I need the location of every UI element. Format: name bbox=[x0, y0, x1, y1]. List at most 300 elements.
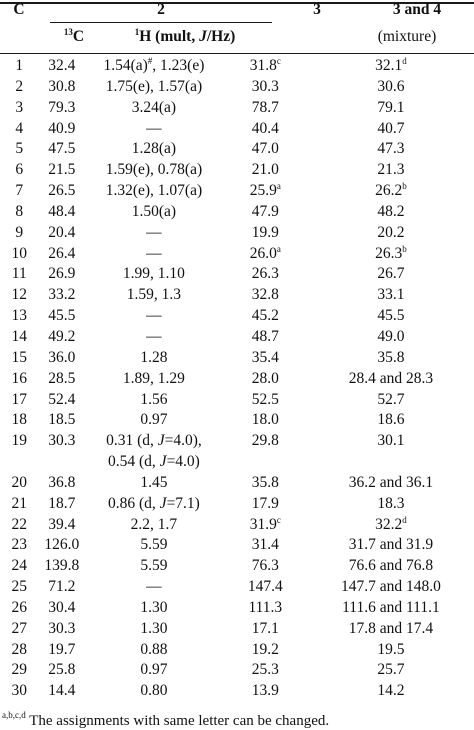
footnote: $^{a,b,c,d}$ The assignments with same letter can be changed. bbox=[2, 710, 330, 729]
carbon-number: 4 bbox=[15, 119, 24, 137]
cell-compound-3 bbox=[223, 369, 308, 390]
compound-3-shift: 19.9 bbox=[251, 223, 279, 241]
cell-mixture bbox=[308, 681, 474, 702]
compound-3-shift: 111.3 bbox=[248, 598, 283, 616]
table-row bbox=[0, 202, 474, 223]
cell-compound-3 bbox=[223, 285, 308, 306]
mixture-shift: 17.8 and 17.4 bbox=[348, 619, 434, 637]
footnote-marker: c bbox=[276, 514, 281, 525]
table-row bbox=[0, 285, 474, 306]
cell-13c-shift bbox=[38, 431, 85, 473]
table-row bbox=[0, 515, 474, 536]
compound-3-shift: 26.3 bbox=[251, 265, 279, 283]
mixture-shift: 48.2 bbox=[377, 202, 405, 220]
h1-shift-line2: 0.54 (d, J=4.0) bbox=[108, 453, 200, 471]
table-row bbox=[0, 577, 474, 598]
table-row bbox=[0, 494, 474, 515]
mixture-shift: 31.7 and 31.9 bbox=[348, 536, 434, 554]
c13-shift: 40.9 bbox=[48, 119, 76, 137]
c13-shift: 19.7 bbox=[48, 640, 76, 658]
table-row bbox=[0, 77, 474, 98]
cell-13c-shift bbox=[38, 223, 85, 244]
c13-shift: 25.8 bbox=[48, 661, 76, 679]
carbon-number: 30 bbox=[11, 682, 27, 700]
cell-1h-shift bbox=[85, 327, 223, 348]
compound-3-shift: 13.9 bbox=[251, 682, 279, 700]
table-row bbox=[0, 327, 474, 348]
cell-mixture bbox=[308, 410, 474, 431]
cell-carbon-number bbox=[0, 369, 38, 390]
cell-carbon-number bbox=[0, 77, 38, 98]
c13-shift: 32.4 bbox=[48, 57, 76, 74]
cell-mixture bbox=[308, 244, 474, 265]
footnote-marker: a bbox=[276, 181, 281, 192]
cell-carbon-number bbox=[0, 119, 38, 140]
compound-3-shift: 18.0 bbox=[251, 411, 279, 429]
cell-compound-3 bbox=[223, 119, 308, 140]
carbon-number: 19 bbox=[11, 432, 27, 450]
h1-shift: 1.75(e), 1.57(a) bbox=[105, 77, 203, 95]
compound-3-shift: 17.1 bbox=[251, 619, 279, 637]
cell-compound-3 bbox=[223, 160, 308, 181]
cell-carbon-number bbox=[0, 640, 38, 661]
h1-shift: — bbox=[146, 307, 162, 325]
cell-mixture bbox=[308, 139, 474, 160]
compound-3-shift: 21.0 bbox=[251, 161, 279, 179]
cell-carbon-number bbox=[0, 390, 38, 411]
carbon-number: 18 bbox=[11, 411, 27, 429]
carbon-number: 16 bbox=[11, 369, 27, 387]
cell-1h-shift bbox=[85, 681, 223, 702]
cell-13c-shift bbox=[38, 515, 85, 536]
cell-13c-shift bbox=[38, 202, 85, 223]
compound-3-shift: 19.2 bbox=[251, 640, 279, 658]
carbon-number: 10 bbox=[11, 244, 27, 262]
cell-1h-shift bbox=[85, 223, 223, 244]
mixture-shift: 52.7 bbox=[377, 390, 405, 408]
footnote-marker: d bbox=[402, 514, 407, 525]
mixture-shift: 47.3 bbox=[377, 140, 405, 158]
compound-3-shift: 31.4 bbox=[251, 536, 279, 554]
cell-compound-3 bbox=[223, 681, 308, 702]
carbon-number: 8 bbox=[15, 202, 24, 220]
cell-1h-shift bbox=[85, 390, 223, 411]
cell-13c-shift bbox=[38, 494, 85, 515]
cell-13c-shift bbox=[38, 98, 85, 119]
mixture-shift: 40.7 bbox=[377, 119, 405, 137]
coupling-symbol: J bbox=[159, 453, 167, 471]
cell-mixture bbox=[308, 160, 474, 181]
cell-mixture bbox=[308, 640, 474, 661]
cell-13c-shift bbox=[38, 285, 85, 306]
cell-compound-3 bbox=[223, 306, 308, 327]
compound-3-shift: 35.8 bbox=[251, 473, 279, 491]
mixture-shift: 147.7 and 148.0 bbox=[340, 578, 441, 596]
cell-compound-3 bbox=[223, 139, 308, 160]
compound-2-underline bbox=[50, 22, 272, 23]
h1-shift: — bbox=[146, 244, 162, 262]
cell-1h-shift bbox=[85, 515, 223, 536]
carbon-number: 27 bbox=[11, 619, 27, 637]
c13-shift: 71.2 bbox=[48, 578, 76, 596]
table-row bbox=[0, 306, 474, 327]
mixture-shift: 49.0 bbox=[377, 327, 405, 345]
c13-shift: 30.3 bbox=[48, 619, 76, 637]
mixture-shift: 32.1 bbox=[375, 57, 403, 74]
cell-1h-shift bbox=[85, 119, 223, 140]
h1-shift: 1.56 bbox=[140, 390, 168, 408]
cell-1h-shift bbox=[85, 598, 223, 619]
mixture-shift: 28.4 and 28.3 bbox=[348, 369, 434, 387]
h1-shift: 0.80 bbox=[140, 682, 168, 700]
cell-compound-3 bbox=[223, 431, 308, 473]
table-row bbox=[0, 640, 474, 661]
cell-13c-shift bbox=[38, 160, 85, 181]
cell-1h-shift bbox=[85, 410, 223, 431]
mixture-shift: 21.3 bbox=[377, 161, 405, 179]
cell-compound-3 bbox=[223, 77, 308, 98]
h1-shift: 5.59 bbox=[140, 536, 168, 554]
cell-compound-3 bbox=[223, 410, 308, 431]
cell-13c-shift bbox=[38, 181, 85, 202]
cell-carbon-number bbox=[0, 202, 38, 223]
footnote-marker: d bbox=[402, 56, 407, 66]
cell-mixture bbox=[308, 598, 474, 619]
c13-shift: 30.8 bbox=[48, 77, 76, 95]
cell-1h-shift bbox=[85, 285, 223, 306]
mixture-shift: 20.2 bbox=[377, 223, 405, 241]
header-col-compound-3-and-4: 3 and 4 bbox=[392, 1, 442, 18]
h1-shift: — bbox=[146, 223, 162, 241]
cell-mixture bbox=[308, 390, 474, 411]
table-row bbox=[0, 556, 474, 577]
cell-carbon-number bbox=[0, 98, 38, 119]
table-row bbox=[0, 264, 474, 285]
cell-13c-shift bbox=[38, 577, 85, 598]
cell-1h-shift bbox=[85, 535, 223, 556]
cell-mixture bbox=[308, 515, 474, 536]
mixture-shift: 35.8 bbox=[377, 348, 405, 366]
mixture-shift: 36.2 and 36.1 bbox=[348, 473, 434, 491]
cell-carbon-number bbox=[0, 535, 38, 556]
c13-shift: 21.5 bbox=[48, 161, 76, 179]
cell-mixture bbox=[308, 223, 474, 244]
carbon-number: 24 bbox=[11, 557, 27, 575]
cell-mixture bbox=[308, 660, 474, 681]
h1-shift: — bbox=[146, 327, 162, 345]
compound-3-shift: 147.4 bbox=[247, 578, 283, 596]
h1-shift: 0.97 bbox=[140, 411, 168, 429]
mixture-shift: 18.3 bbox=[377, 494, 405, 512]
footnote-marker: # bbox=[147, 56, 153, 66]
cell-1h-shift bbox=[85, 431, 223, 473]
cell-carbon-number bbox=[0, 515, 38, 536]
cell-13c-shift bbox=[38, 556, 85, 577]
cell-13c-shift bbox=[38, 306, 85, 327]
carbon-number: 2 bbox=[15, 77, 24, 95]
compound-3-shift: 35.4 bbox=[251, 348, 279, 366]
cell-1h-shift bbox=[85, 306, 223, 327]
mixture-shift: 33.1 bbox=[377, 286, 405, 304]
table-row bbox=[0, 98, 474, 119]
h1-shift: 1.59(e), 0.78(a) bbox=[105, 161, 203, 179]
cell-1h-shift bbox=[85, 577, 223, 598]
cell-mixture bbox=[308, 535, 474, 556]
table-row bbox=[0, 681, 474, 702]
c13-shift: 126.0 bbox=[44, 536, 80, 554]
header-bottom-rule bbox=[0, 53, 474, 54]
table-row bbox=[0, 369, 474, 390]
compound-3-shift: 45.2 bbox=[251, 307, 279, 325]
mixture-shift: 30.1 bbox=[377, 432, 405, 450]
cell-1h-shift bbox=[85, 244, 223, 265]
cell-mixture bbox=[308, 494, 474, 515]
carbon-number: 3 bbox=[15, 98, 24, 116]
compound-3-shift: 17.9 bbox=[251, 494, 279, 512]
cell-mixture bbox=[308, 619, 474, 640]
table-row bbox=[0, 160, 474, 181]
table-row bbox=[0, 619, 474, 640]
cell-compound-3 bbox=[223, 327, 308, 348]
cell-carbon-number bbox=[0, 160, 38, 181]
cell-13c-shift bbox=[38, 535, 85, 556]
cell-carbon-number bbox=[0, 223, 38, 244]
c13-shift: 30.4 bbox=[48, 598, 76, 616]
cell-compound-3 bbox=[223, 98, 308, 119]
compound-3-shift: 25.3 bbox=[251, 661, 279, 679]
carbon-number: 28 bbox=[11, 640, 27, 658]
compound-3-shift: 31.9 bbox=[249, 515, 277, 533]
cell-13c-shift bbox=[38, 598, 85, 619]
table-row bbox=[0, 660, 474, 681]
cell-13c-shift bbox=[38, 473, 85, 494]
cell-mixture bbox=[308, 431, 474, 473]
cell-1h-shift bbox=[85, 473, 223, 494]
cell-1h-shift bbox=[85, 640, 223, 661]
carbon-number: 6 bbox=[15, 161, 24, 179]
compound-3-shift: 52.5 bbox=[251, 390, 279, 408]
table-row bbox=[0, 535, 474, 556]
table-row bbox=[0, 244, 474, 265]
compound-3-shift: 30.3 bbox=[251, 77, 279, 95]
header-mixture: (mixture) bbox=[377, 28, 437, 45]
h1-shift: 0.86 (d, J=7.1) bbox=[108, 494, 200, 512]
cell-carbon-number bbox=[0, 577, 38, 598]
c13-shift: 36.0 bbox=[48, 348, 76, 366]
h1-shift: 1.45 bbox=[140, 473, 168, 491]
compound-3-shift: 25.9 bbox=[249, 182, 277, 200]
table-row bbox=[0, 473, 474, 494]
data-table-body bbox=[0, 56, 474, 702]
footnote-marker: a bbox=[276, 243, 281, 254]
cell-mixture bbox=[308, 264, 474, 285]
cell-mixture bbox=[308, 327, 474, 348]
carbon-number: 1 bbox=[15, 57, 24, 74]
h1-shift: — bbox=[146, 578, 162, 596]
cell-carbon-number bbox=[0, 681, 38, 702]
table-row bbox=[0, 598, 474, 619]
h1-shift: 1.28(a) bbox=[131, 140, 177, 158]
cell-mixture bbox=[308, 348, 474, 369]
table-row bbox=[0, 139, 474, 160]
cell-mixture bbox=[308, 181, 474, 202]
c13-shift: 52.4 bbox=[48, 390, 76, 408]
cell-1h-shift bbox=[85, 98, 223, 119]
c13-shift: 33.2 bbox=[48, 286, 76, 304]
cell-carbon-number bbox=[0, 410, 38, 431]
mixture-shift: 30.6 bbox=[377, 77, 405, 95]
cell-compound-3 bbox=[223, 390, 308, 411]
footnote-text: The assignments with same letter can be changed. bbox=[25, 713, 330, 729]
cell-compound-3 bbox=[223, 535, 308, 556]
cell-carbon-number bbox=[0, 56, 38, 77]
c13-shift: 30.3 bbox=[48, 432, 76, 450]
header-col-compound-3: 3 bbox=[313, 1, 321, 18]
mixture-shift: 26.7 bbox=[377, 265, 405, 283]
carbon-number: 23 bbox=[11, 536, 27, 554]
carbon-number: 13 bbox=[11, 307, 27, 325]
cell-compound-3 bbox=[223, 640, 308, 661]
cell-carbon-number bbox=[0, 285, 38, 306]
cell-1h-shift bbox=[85, 160, 223, 181]
table-row bbox=[0, 119, 474, 140]
c13-shift: 28.5 bbox=[48, 369, 76, 387]
cell-13c-shift bbox=[38, 640, 85, 661]
header-col-compound-2: 2 bbox=[157, 1, 165, 18]
header-1h-text: H (mult, J/Hz) bbox=[139, 28, 236, 45]
carbon-number: 12 bbox=[11, 286, 27, 304]
mixture-shift: 32.2 bbox=[375, 515, 403, 533]
carbon-number: 15 bbox=[11, 348, 27, 366]
header-1h-mult: $^1$H (mult, J/Hz) bbox=[134, 27, 236, 45]
cell-1h-shift bbox=[85, 139, 223, 160]
h1-shift: — bbox=[146, 119, 162, 137]
cell-compound-3 bbox=[223, 264, 308, 285]
cell-compound-3 bbox=[223, 619, 308, 640]
cell-1h-shift bbox=[85, 77, 223, 98]
cell-carbon-number bbox=[0, 139, 38, 160]
cell-mixture bbox=[308, 556, 474, 577]
c13-shift: 45.5 bbox=[48, 307, 76, 325]
carbon-number: 21 bbox=[11, 494, 27, 512]
cell-1h-shift bbox=[85, 494, 223, 515]
c13-shift: 26.9 bbox=[48, 265, 76, 283]
cell-13c-shift bbox=[38, 390, 85, 411]
c13-shift: 18.7 bbox=[48, 494, 76, 512]
cell-compound-3 bbox=[223, 181, 308, 202]
cell-1h-shift bbox=[85, 181, 223, 202]
cell-compound-3 bbox=[223, 202, 308, 223]
carbon-number: 5 bbox=[15, 140, 24, 158]
cell-carbon-number bbox=[0, 327, 38, 348]
cell-compound-3 bbox=[223, 56, 308, 77]
carbon-number: 20 bbox=[11, 473, 27, 491]
cell-13c-shift bbox=[38, 660, 85, 681]
h1-shift: 1.30 bbox=[140, 619, 168, 637]
mixture-shift: 26.3 bbox=[375, 244, 403, 262]
c13-shift: 39.4 bbox=[48, 515, 76, 533]
cell-carbon-number bbox=[0, 494, 38, 515]
cell-carbon-number bbox=[0, 473, 38, 494]
coupling-symbol: J bbox=[157, 432, 165, 450]
cell-mixture bbox=[308, 77, 474, 98]
footnote-marker: b bbox=[402, 181, 407, 192]
cell-13c-shift bbox=[38, 327, 85, 348]
mixture-shift: 111.6 and 111.1 bbox=[342, 598, 440, 616]
carbon-number: 29 bbox=[11, 661, 27, 679]
coupling-symbol: J bbox=[159, 494, 167, 512]
cell-carbon-number bbox=[0, 181, 38, 202]
cell-compound-3 bbox=[223, 660, 308, 681]
carbon-number: 22 bbox=[11, 515, 27, 533]
header-13c: $^{13}$C bbox=[63, 27, 85, 45]
compound-3-shift: 76.3 bbox=[251, 557, 279, 575]
c13-shift: 14.4 bbox=[48, 682, 76, 700]
cell-carbon-number bbox=[0, 619, 38, 640]
cell-13c-shift bbox=[38, 681, 85, 702]
cell-compound-3 bbox=[223, 515, 308, 536]
c13-shift: 139.8 bbox=[44, 557, 80, 575]
c13-shift: 26.5 bbox=[48, 182, 76, 200]
c13-shift: 47.5 bbox=[48, 140, 76, 158]
cell-mixture bbox=[308, 369, 474, 390]
compound-3-shift: 40.4 bbox=[251, 119, 279, 137]
cell-compound-3 bbox=[223, 223, 308, 244]
cell-carbon-number bbox=[0, 556, 38, 577]
table-row bbox=[0, 390, 474, 411]
carbon-number: 11 bbox=[11, 265, 27, 283]
cell-13c-shift bbox=[38, 244, 85, 265]
table-row bbox=[0, 431, 474, 473]
footnote-marker: b bbox=[402, 243, 407, 254]
compound-3-shift: 32.8 bbox=[251, 286, 279, 304]
cell-compound-3 bbox=[223, 348, 308, 369]
cell-13c-shift bbox=[38, 56, 85, 77]
compound-3-shift: 47.0 bbox=[251, 140, 279, 158]
compound-3-shift: 26.0 bbox=[249, 244, 277, 262]
carbon-number: 9 bbox=[15, 223, 24, 241]
cell-13c-shift bbox=[38, 264, 85, 285]
cell-1h-shift bbox=[85, 369, 223, 390]
cell-carbon-number bbox=[0, 244, 38, 265]
compound-3-shift: 29.8 bbox=[251, 432, 279, 450]
h1-shift: 0.88 bbox=[140, 640, 168, 658]
cell-1h-shift bbox=[85, 660, 223, 681]
carbon-number: 14 bbox=[11, 327, 27, 345]
cell-13c-shift bbox=[38, 139, 85, 160]
h1-shift: 1.54(a) bbox=[103, 57, 148, 74]
cell-compound-3 bbox=[223, 244, 308, 265]
cell-13c-shift bbox=[38, 348, 85, 369]
h1-shift: 2.2, 1.7 bbox=[130, 515, 178, 533]
table-row bbox=[0, 181, 474, 202]
cell-carbon-number bbox=[0, 348, 38, 369]
cell-13c-shift bbox=[38, 119, 85, 140]
cell-mixture bbox=[308, 119, 474, 140]
cell-carbon-number bbox=[0, 660, 38, 681]
mixture-shift: 26.2 bbox=[375, 182, 403, 200]
c13-shift: 79.3 bbox=[48, 98, 76, 116]
cell-1h-shift bbox=[85, 619, 223, 640]
cell-13c-shift bbox=[38, 619, 85, 640]
cell-1h-shift bbox=[85, 348, 223, 369]
coupling-symbol: J bbox=[199, 28, 207, 45]
cell-compound-3 bbox=[223, 473, 308, 494]
cell-carbon-number bbox=[0, 431, 38, 473]
h1-shift: 1.50(a) bbox=[131, 202, 177, 220]
mixture-shift: 45.5 bbox=[377, 307, 405, 325]
cell-1h-shift bbox=[85, 56, 223, 77]
